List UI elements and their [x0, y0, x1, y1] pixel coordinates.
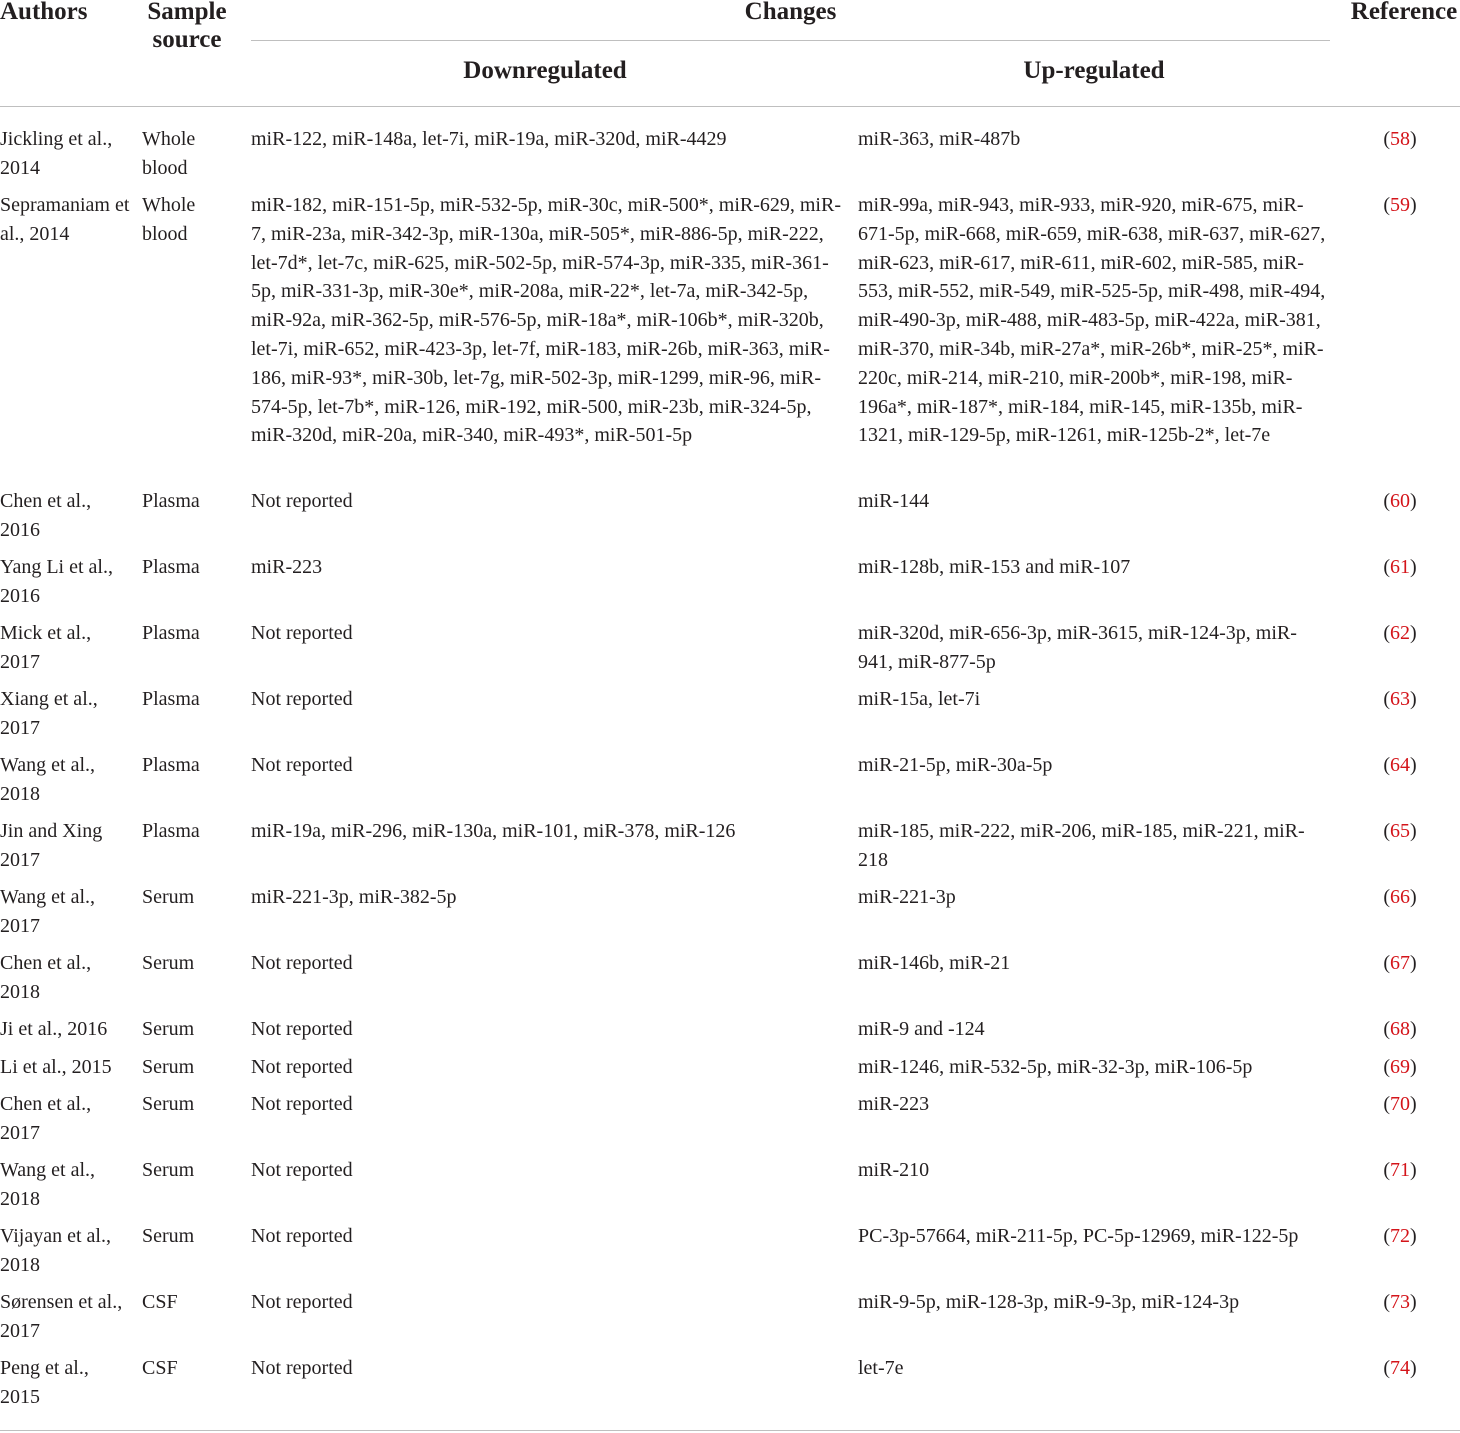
cell-reference: (61)	[1383, 556, 1417, 578]
cell-downregulated: Not reported	[251, 688, 353, 710]
cell-reference: (65)	[1383, 820, 1417, 842]
cell-authors: Wang et al., 2017	[0, 886, 96, 937]
cell-authors: Sørensen et al., 2017	[0, 1291, 123, 1342]
changes-underline	[251, 40, 1330, 41]
cell-sample-source: Plasma	[142, 556, 200, 578]
reference-link[interactable]: 58	[1390, 128, 1410, 150]
cell-authors: Sepramaniam et al., 2014	[0, 194, 130, 245]
cell-reference: (72)	[1383, 1225, 1417, 1247]
cell-upregulated: miR-9 and -124	[858, 1018, 985, 1040]
cell-authors: Ji et al., 2016	[0, 1018, 108, 1040]
header-bottom-rule	[0, 106, 1460, 107]
cell-authors: Wang et al., 2018	[0, 1159, 96, 1210]
cell-sample-source: Serum	[142, 1093, 195, 1115]
reference-link[interactable]: 61	[1390, 556, 1410, 578]
cell-upregulated: miR-99a, miR-943, miR-933, miR-920, miR-675, miR-671-5p, miR-668, miR-659, miR-638, miR-637, miR-627, miR-623, miR-617, miR-611, miR-602, miR-585, miR-553, miR-552, miR-549, miR-525-5p, miR-498, miR-494, miR-490-3p, miR-488, miR-483-5p, miR-422a, miR-381, miR-370, miR-34b, miR-27a*, miR-26b*, miR-25*, miR-220c, miR-214, miR-210, miR-200b*, miR-198, miR-196a*, miR-187*, miR-184, miR-145, miR-135b, miR-1321, miR-129-5p, miR-1261, miR-125b-2*, let-7e	[858, 194, 1326, 447]
cell-upregulated: miR-15a, let-7i	[858, 688, 981, 710]
cell-upregulated: let-7e	[858, 1357, 904, 1379]
cell-upregulated: miR-9-5p, miR-128-3p, miR-9-3p, miR-124-3p	[858, 1291, 1240, 1313]
reference-link[interactable]: 73	[1390, 1291, 1410, 1313]
cell-authors: Yang Li et al., 2016	[0, 556, 113, 607]
reference-link[interactable]: 74	[1390, 1357, 1410, 1379]
header-changes: Changes	[744, 0, 837, 25]
cell-sample-source: Plasma	[142, 688, 200, 710]
cell-reference: (74)	[1383, 1357, 1417, 1379]
cell-downregulated: miR-182, miR-151-5p, miR-532-5p, miR-30c, miR-500*, miR-629, miR-7, miR-23a, miR-342-3p, miR-130a, miR-505*, miR-886-5p, miR-222, let-7d*, let-7c, miR-625, miR-502-5p, miR-574-3p, miR-335, miR-361-5p, miR-331-3p, miR-30e*, miR-208a, miR-22*, let-7a, miR-342-5p, miR-92a, miR-362-5p, miR-576-5p, miR-18a*, miR-106b*, miR-320b, let-7i, miR-652, miR-423-3p, let-7f, miR-183, miR-26b, miR-363, miR-186, miR-93*, miR-30b, let-7g, miR-502-3p, miR-1299, miR-96, miR-574-5p, let-7b*, miR-126, miR-192, miR-500, miR-23b, miR-324-5p, miR-320d, miR-20a, miR-340, miR-493*, miR-501-5p	[251, 194, 841, 447]
cell-downregulated: Not reported	[251, 1225, 353, 1247]
cell-downregulated: miR-122, miR-148a, let-7i, miR-19a, miR-320d, miR-4429	[251, 128, 727, 150]
header-reference: Reference	[1350, 0, 1458, 25]
cell-sample-source: Plasma	[142, 490, 200, 512]
cell-sample-source: Serum	[142, 886, 195, 908]
cell-authors: Jin and Xing 2017	[0, 820, 103, 871]
cell-sample-source: Serum	[142, 1225, 195, 1247]
cell-upregulated: miR-1246, miR-532-5p, miR-32-3p, miR-106-5p	[858, 1056, 1253, 1078]
cell-reference: (59)	[1383, 194, 1417, 216]
cell-sample-source: Serum	[142, 1159, 195, 1181]
cell-upregulated: miR-223	[858, 1093, 930, 1115]
cell-sample-source: Plasma	[142, 754, 200, 776]
cell-upregulated: miR-363, miR-487b	[858, 128, 1021, 150]
cell-authors: Chen et al., 2018	[0, 952, 92, 1003]
reference-link[interactable]: 72	[1390, 1225, 1410, 1247]
cell-authors: Wang et al., 2018	[0, 754, 96, 805]
reference-link[interactable]: 62	[1390, 622, 1410, 644]
reference-link[interactable]: 68	[1390, 1018, 1410, 1040]
cell-downregulated: Not reported	[251, 1018, 353, 1040]
cell-sample-source: Serum	[142, 1056, 195, 1078]
cell-reference: (67)	[1383, 952, 1417, 974]
header-downregulated: Downregulated	[463, 57, 627, 84]
cell-upregulated: miR-210	[858, 1159, 930, 1181]
cell-sample-source: Whole blood	[142, 128, 196, 179]
cell-reference: (58)	[1383, 128, 1417, 150]
cell-sample-source: Plasma	[142, 622, 200, 644]
cell-downregulated: Not reported	[251, 1159, 353, 1181]
cell-upregulated: miR-185, miR-222, miR-206, miR-185, miR-221, miR-218	[858, 820, 1305, 871]
cell-downregulated: Not reported	[251, 754, 353, 776]
table-bottom-rule	[0, 1430, 1460, 1431]
cell-downregulated: Not reported	[251, 1357, 353, 1379]
cell-reference: (71)	[1383, 1159, 1417, 1181]
cell-downregulated: miR-223	[251, 556, 323, 578]
reference-link[interactable]: 65	[1390, 820, 1410, 842]
cell-sample-source: CSF	[142, 1291, 178, 1313]
cell-authors: Chen et al., 2016	[0, 490, 92, 541]
cell-upregulated: miR-320d, miR-656-3p, miR-3615, miR-124-3p, miR-941, miR-877-5p	[858, 622, 1297, 673]
cell-upregulated: PC-3p-57664, miR-211-5p, PC-5p-12969, miR-122-5p	[858, 1225, 1299, 1247]
reference-link[interactable]: 71	[1390, 1159, 1410, 1181]
cell-reference: (69)	[1383, 1056, 1417, 1078]
cell-reference: (60)	[1383, 490, 1417, 512]
cell-authors: Peng et al., 2015	[0, 1357, 89, 1408]
cell-downregulated: Not reported	[251, 1056, 353, 1078]
cell-reference: (70)	[1383, 1093, 1417, 1115]
header-authors: Authors	[0, 0, 88, 25]
reference-link[interactable]: 67	[1390, 952, 1410, 974]
cell-reference: (63)	[1383, 688, 1417, 710]
cell-authors: Li et al., 2015	[0, 1056, 112, 1078]
cell-upregulated: miR-144	[858, 490, 930, 512]
cell-authors: Mick et al., 2017	[0, 622, 92, 673]
cell-upregulated: miR-128b, miR-153 and miR-107	[858, 556, 1131, 578]
cell-downregulated: Not reported	[251, 622, 353, 644]
cell-downregulated: Not reported	[251, 1093, 353, 1115]
cell-sample-source: Whole blood	[142, 194, 196, 245]
reference-link[interactable]: 60	[1390, 490, 1410, 512]
cell-reference: (62)	[1383, 622, 1417, 644]
header-upregulated: Up-regulated	[1023, 57, 1165, 84]
cell-reference: (68)	[1383, 1018, 1417, 1040]
cell-downregulated: Not reported	[251, 490, 353, 512]
cell-sample-source: CSF	[142, 1357, 178, 1379]
cell-upregulated: miR-146b, miR-21	[858, 952, 1011, 974]
cell-sample-source: Plasma	[142, 820, 200, 842]
cell-downregulated: Not reported	[251, 952, 353, 974]
cell-downregulated: Not reported	[251, 1291, 353, 1313]
cell-authors: Xiang et al., 2017	[0, 688, 98, 739]
reference-link[interactable]: 70	[1390, 1093, 1410, 1115]
reference-link[interactable]: 59	[1390, 194, 1410, 216]
cell-downregulated: miR-221-3p, miR-382-5p	[251, 886, 457, 908]
reference-link[interactable]: 63	[1390, 688, 1410, 710]
cell-reference: (66)	[1383, 886, 1417, 908]
cell-upregulated: miR-221-3p	[858, 886, 956, 908]
reference-link[interactable]: 66	[1390, 886, 1410, 908]
reference-link[interactable]: 69	[1390, 1056, 1410, 1078]
cell-sample-source: Serum	[142, 1018, 195, 1040]
reference-link[interactable]: 64	[1390, 754, 1410, 776]
cell-sample-source: Serum	[142, 952, 195, 974]
header-sample-source: Sample source	[147, 0, 227, 53]
cell-authors: Vijayan et al., 2018	[0, 1225, 111, 1276]
cell-upregulated: miR-21-5p, miR-30a-5p	[858, 754, 1053, 776]
cell-authors: Jickling et al., 2014	[0, 128, 113, 179]
cell-reference: (73)	[1383, 1291, 1417, 1313]
cell-downregulated: miR-19a, miR-296, miR-130a, miR-101, miR-378, miR-126	[251, 820, 736, 842]
cell-authors: Chen et al., 2017	[0, 1093, 92, 1144]
cell-reference: (64)	[1383, 754, 1417, 776]
